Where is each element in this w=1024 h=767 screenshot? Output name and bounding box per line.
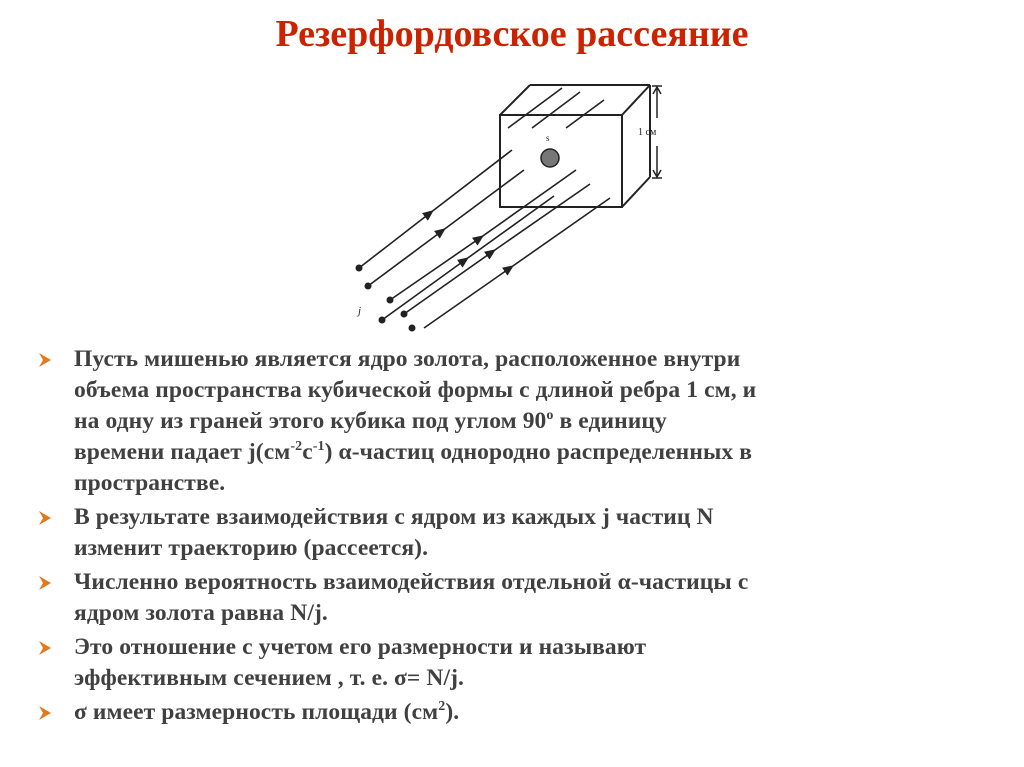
nucleus: [541, 149, 559, 167]
flux-label: j: [358, 305, 362, 317]
bullet-arrow-icon: [36, 508, 56, 528]
cube-diagram: [340, 78, 670, 340]
bullet-item: Пусть мишенью является ядро золота, расположенное внутри объема пространства кубической формы с длиной ребра 1 см, и на одну из граней этого кубика под углом $90^о$ в единицу времени падает $j(см^{-2}с^{-1})$ α-частиц однородно распределенных в пространстве.: [36, 344, 1004, 499]
slide-title: Резерфордовское рассеяние: [275, 13, 749, 55]
nucleus-label: s: [546, 133, 550, 143]
bullet-item: В результате взаимодействия с ядром из каждых j частиц N изменит траекторию (рассеется).: [36, 502, 1004, 564]
cube: [500, 85, 650, 207]
bullet-list: [36, 344, 1004, 731]
bullet-item: σ имеет размерность площади $(см^2)$.: [36, 697, 1004, 728]
bullet-item: Это отношение с учетом его размерности и называют эффективным сечением , т. е. σ= N/j.: [36, 632, 1004, 694]
bullet-arrow-icon: [36, 573, 56, 593]
particle-dots: [356, 265, 416, 332]
bullet-arrow-icon: [36, 638, 56, 658]
bullet-arrow-icon: [36, 703, 56, 723]
bullet-item: Численно вероятность взаимодействия отдельной α-частицы с ядром золота равна N/j.: [36, 567, 1004, 629]
bullet-arrow-icon: [36, 350, 56, 370]
size-label: 1 см: [638, 127, 657, 138]
